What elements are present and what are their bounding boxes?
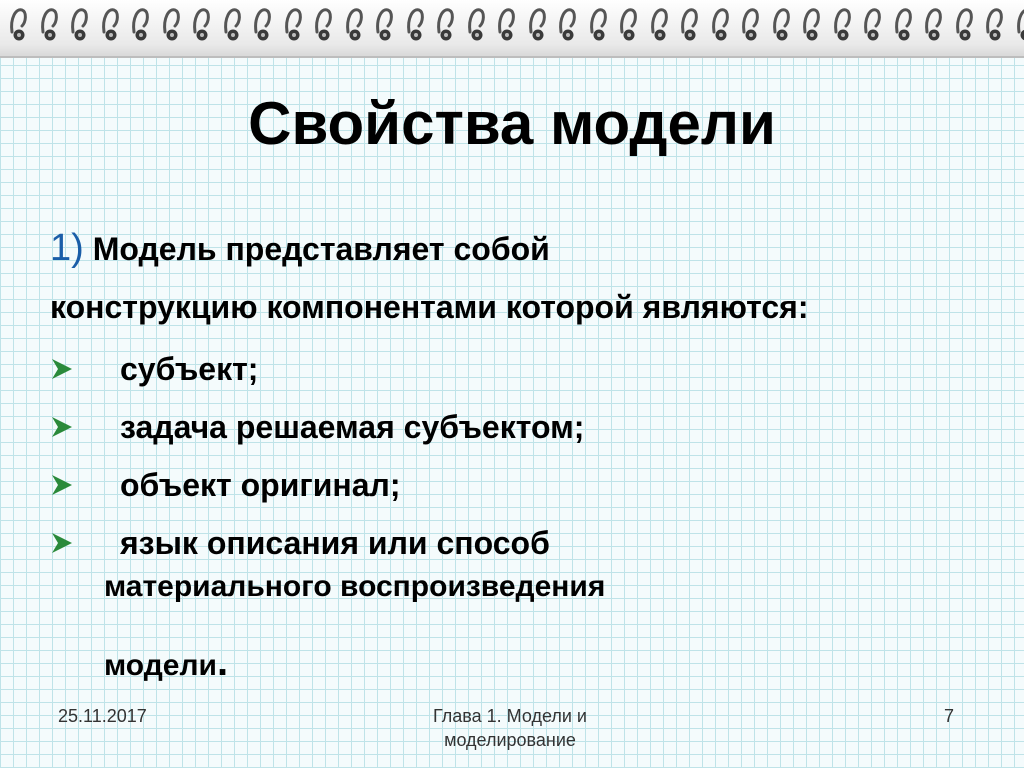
spiral-ring-icon <box>771 4 793 44</box>
continuation-line-2 <box>104 640 228 685</box>
list-item <box>50 340 1010 398</box>
slide-title: Свойства модели <box>248 90 776 157</box>
spiral-ring-icon <box>1015 4 1024 44</box>
footer-page-number: 7 <box>944 706 955 726</box>
continuation-line-1: материального воспроизведения <box>104 570 606 603</box>
spiral-ring-icon <box>679 4 701 44</box>
spiral-ring-icon <box>435 4 457 44</box>
bullet-text: объект оригинал; <box>120 467 401 503</box>
footer-chapter: Глава 1. Модели и моделирование <box>433 706 587 750</box>
spiral-ring-icon <box>527 4 549 44</box>
spiral-ring-icon <box>862 4 884 44</box>
spiral-ring-icon <box>130 4 152 44</box>
spiral-ring-icon <box>557 4 579 44</box>
spiral-ring-icon <box>649 4 671 44</box>
spiral-ring-icon <box>100 4 122 44</box>
intro-line-2: конструкцию компонентами которой являются: <box>50 289 809 325</box>
spiral-ring-icon <box>405 4 427 44</box>
arrow-bullet-icon <box>50 357 74 381</box>
intro-number: 1) <box>50 227 84 269</box>
spiral-ring-icon <box>283 4 305 44</box>
intro-line-1-text: Модель представляет собой <box>92 231 550 267</box>
spiral-ring-icon <box>832 4 854 44</box>
spiral-ring-icon <box>374 4 396 44</box>
spiral-ring-icon <box>39 4 61 44</box>
list-item <box>50 398 1010 456</box>
spiral-ring-icon <box>984 4 1006 44</box>
footer-date: 25.11.2017 <box>58 706 147 726</box>
arrow-bullet-icon <box>50 415 74 439</box>
spiral-ring-icon <box>466 4 488 44</box>
spiral-ring-icon <box>222 4 244 44</box>
spiral-ring-icon <box>344 4 366 44</box>
bullet-text: язык описания или способ <box>120 525 550 561</box>
spiral-ring-icon <box>161 4 183 44</box>
spiral-ring-icon <box>923 4 945 44</box>
spiral-ring-icon <box>618 4 640 44</box>
intro-text <box>50 222 1010 333</box>
intro-line-1 <box>50 222 1010 275</box>
arrow-bullet-icon <box>50 473 74 497</box>
spiral-ring-icon <box>893 4 915 44</box>
spiral-ring-icon <box>69 4 91 44</box>
arrow-bullet-icon <box>50 531 74 555</box>
spiral-ring-icon <box>8 4 30 44</box>
spiral-ring-icon <box>710 4 732 44</box>
bullet-text: субъект; <box>120 351 259 387</box>
bullet-text: задача решаемая субъектом; <box>120 409 585 445</box>
continuation-period: . <box>216 640 229 684</box>
spiral-ring-icon <box>588 4 610 44</box>
spiral-ring-icon <box>252 4 274 44</box>
bullet-list <box>50 340 1010 572</box>
list-item <box>50 514 1010 572</box>
notebook-spiral-binding <box>0 0 1024 58</box>
spiral-ring-icon <box>191 4 213 44</box>
spiral-ring-icon <box>496 4 518 44</box>
spiral-ring-icon <box>801 4 823 44</box>
spiral-ring-icon <box>954 4 976 44</box>
spiral-ring-icon <box>313 4 335 44</box>
spiral-ring-icon <box>740 4 762 44</box>
continuation-line-2-text: модели <box>104 649 217 682</box>
list-item <box>50 456 1010 514</box>
